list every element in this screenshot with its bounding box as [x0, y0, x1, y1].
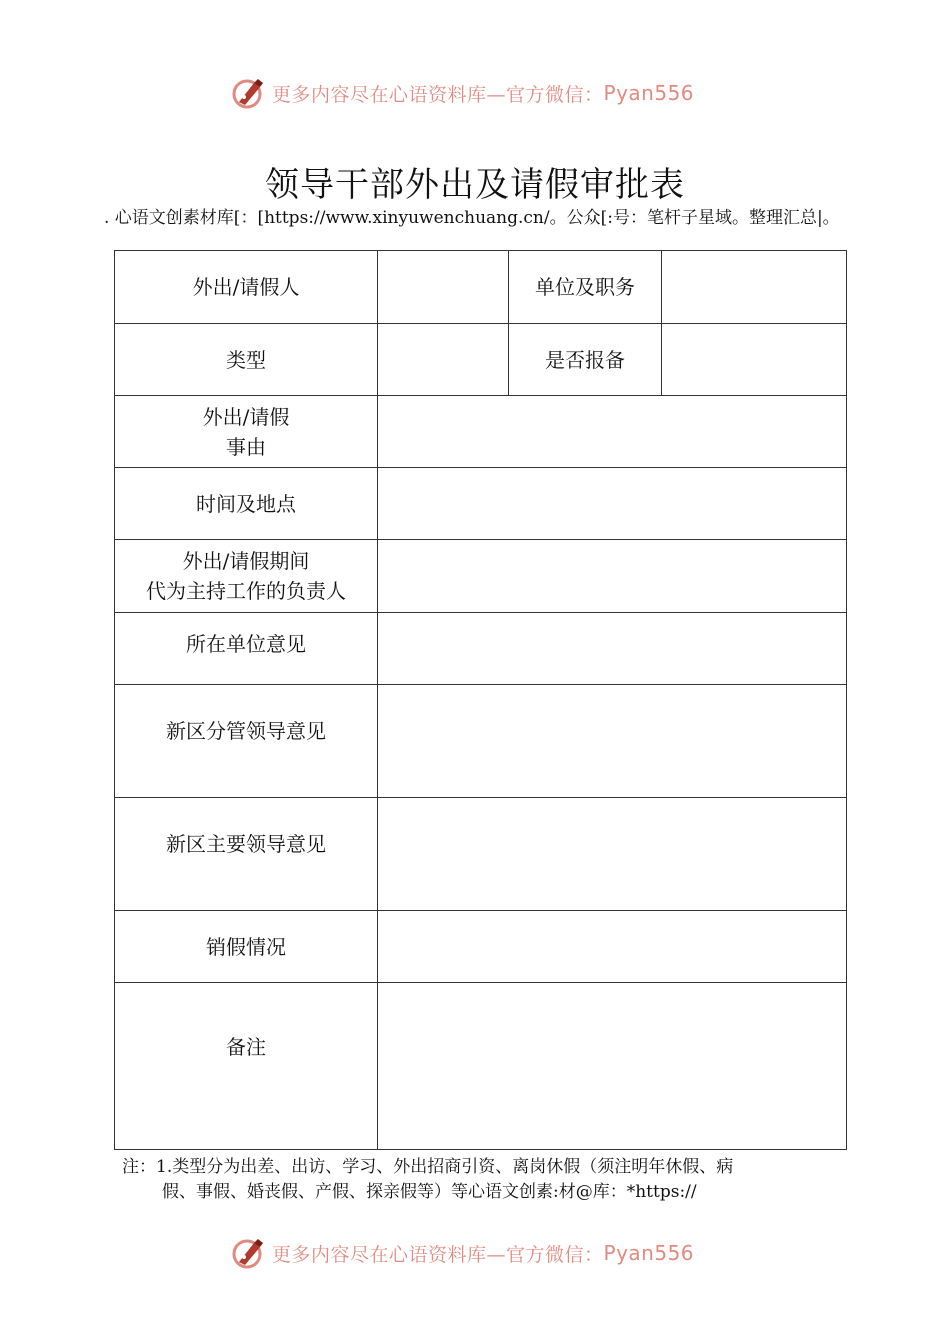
form-row-reason	[115, 396, 847, 468]
watermark-id: Pyan556	[603, 81, 695, 105]
time-place-field[interactable]	[378, 468, 847, 540]
unit-opinion-field[interactable]	[378, 613, 847, 685]
form-row-type	[115, 324, 847, 396]
watermark-text: 更多内容尽在心语资料库—官方微信：	[272, 83, 604, 106]
reason-label-line2: 事由	[226, 434, 266, 459]
main-leader-field[interactable]	[378, 798, 847, 911]
reason-field[interactable]	[378, 396, 847, 468]
deputy-label-line1: 外出/请假期间	[182, 549, 310, 573]
type-label: 类型	[115, 324, 378, 396]
form-row-district-leader	[115, 685, 847, 798]
watermark-text: 更多内容尽在心语资料库—官方微信：	[272, 1243, 604, 1266]
unit-opinion-label: 所在单位意见	[115, 613, 378, 685]
remarks-field[interactable]	[378, 983, 847, 1150]
note-label: 注：	[122, 1157, 156, 1177]
applicant-label: 外出/请假人	[115, 251, 378, 324]
district-leader-field[interactable]	[378, 685, 847, 798]
form-row-remarks	[115, 983, 847, 1150]
form-row-cancel-leave	[115, 911, 847, 983]
form-row-unit-opinion	[115, 613, 847, 685]
document-title: 领导干部外出及请假审批表	[265, 165, 685, 205]
form-row-main-leader	[115, 798, 847, 911]
main-leader-label: 新区主要领导意见	[115, 798, 378, 911]
pen-logo-icon	[230, 75, 266, 111]
applicant-field[interactable]	[378, 251, 509, 324]
form-row-deputy	[115, 540, 847, 613]
cancel-leave-label: 销假情况	[115, 911, 378, 983]
unit-position-label: 单位及职务	[509, 251, 662, 324]
footnote	[122, 1155, 842, 1205]
watermark-bottom	[230, 1233, 694, 1273]
district-leader-label: 新区分管领导意见	[115, 685, 378, 798]
form-row-applicant	[115, 251, 847, 324]
form-row-time-place	[115, 468, 847, 540]
watermark-top	[230, 73, 694, 113]
cancel-leave-field[interactable]	[378, 911, 847, 983]
reported-label: 是否报备	[509, 324, 662, 396]
source-line: . 心语文创素材库[：[https://www.xinyuwenchuang.cn/。公众[:号：笔杆子星域。整理汇总|。	[104, 208, 840, 228]
approval-form-table	[114, 250, 847, 1150]
reason-label	[115, 396, 378, 468]
deputy-field[interactable]	[378, 540, 847, 613]
note-line1: 1.类型分为出差、出访、学习、外出招商引资、离岗休假（须注明年休假、病	[156, 1157, 734, 1177]
deputy-label	[115, 540, 378, 613]
watermark-id: Pyan556	[603, 1241, 695, 1265]
remarks-label: 备注	[115, 983, 378, 1150]
note-line2: 假、事假、婚丧假、产假、探亲假等）等心语文创素:材@库：*https://	[162, 1182, 697, 1202]
pen-logo-icon	[230, 1235, 266, 1271]
reason-label-line1: 外出/请假	[202, 404, 290, 429]
unit-position-field[interactable]	[662, 251, 847, 324]
reported-field[interactable]	[662, 324, 847, 396]
time-place-label: 时间及地点	[115, 468, 378, 540]
deputy-label-line2: 代为主持工作的负责人	[146, 579, 346, 603]
type-field[interactable]	[378, 324, 509, 396]
